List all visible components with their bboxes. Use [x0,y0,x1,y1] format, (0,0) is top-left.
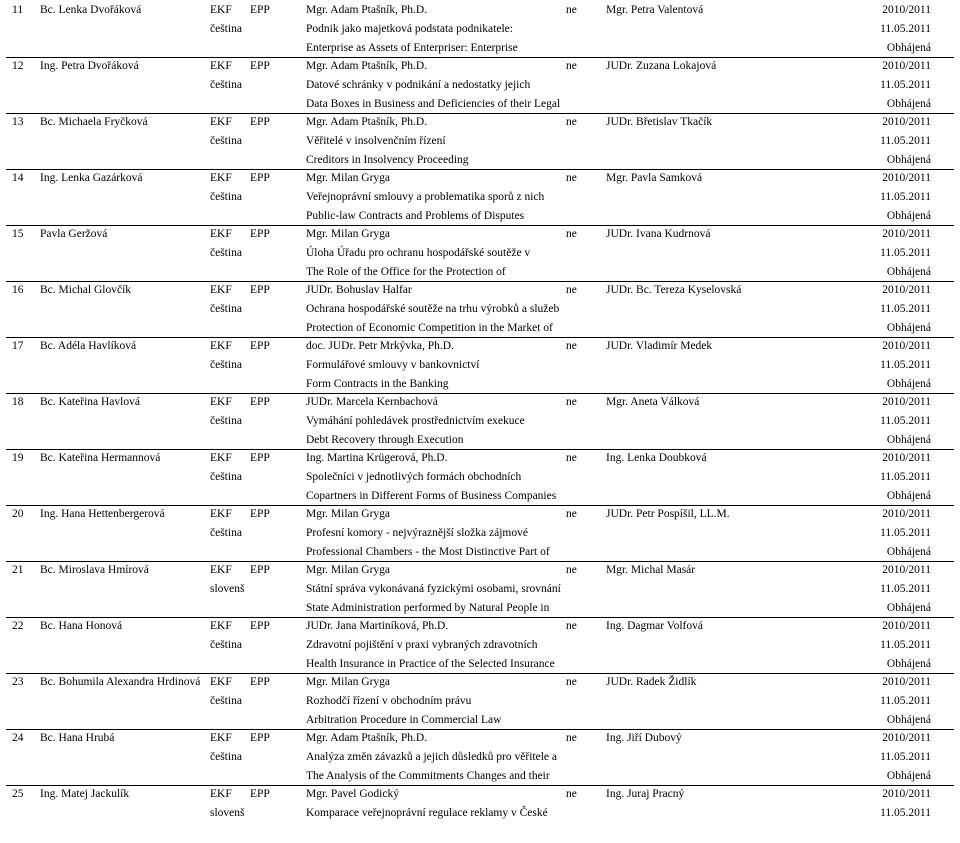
thesis-title-en: State Administration performed by Natural People in [306,602,550,614]
opponent: Mgr. Pavla Samková [606,172,703,184]
defense-date: 11.05.2011 [880,191,931,203]
thesis-title-en: Professional Chambers - the Most Distinctive Part of [306,546,550,558]
thesis-title-en: Data Boxes in Business and Deficiencies of their Legal [306,98,561,110]
study-program: EPP [250,228,270,240]
thesis-record [0,3,960,59]
study-program: EPP [250,564,270,576]
record-number: 19 [12,452,24,464]
faculty: EKF [210,452,232,464]
ne-flag: ne [566,228,577,240]
student-name: Ing. Lenka Gazárková [40,172,143,184]
record-divider [6,505,954,506]
thesis-record [0,563,960,619]
thesis-language: slovenš [210,807,245,819]
study-program: EPP [250,508,270,520]
opponent: JUDr. Vladimír Medek [606,340,713,352]
academic-year: 2010/2011 [882,116,931,128]
faculty: EKF [210,396,232,408]
faculty: EKF [210,564,232,576]
thesis-record [0,59,960,115]
student-name: Pavla Geržová [40,228,108,240]
defense-status: Obhájená [886,490,931,502]
opponent: Mgr. Michal Masár [606,564,696,576]
record-number: 15 [12,228,24,240]
ne-flag: ne [566,732,577,744]
opponent: Ing. Jiří Dubový [606,732,682,744]
record-number: 12 [12,60,24,72]
supervisor: JUDr. Marcela Kernbachová [306,396,438,408]
defense-status: Obhájená [886,210,931,222]
student-name: Bc. Michal Glovčík [40,284,132,296]
student-name: Bc. Adéla Havlíková [40,340,137,352]
thesis-title-cz: Vymáhání pohledávek prostřednictvím exekuce [306,415,525,427]
thesis-language: čeština [210,135,242,147]
thesis-title-cz: Zdravotní pojištění v praxi vybraných zdravotních [306,639,538,651]
thesis-language: čeština [210,751,242,763]
supervisor: Mgr. Adam Ptašník, Ph.D. [306,116,428,128]
defense-date: 11.05.2011 [880,751,931,763]
supervisor: Mgr. Milan Gryga [306,508,391,520]
opponent: Ing. Dagmar Volfová [606,620,703,632]
ne-flag: ne [566,508,577,520]
opponent: JUDr. Zuzana Lokajová [606,60,717,72]
defense-date: 11.05.2011 [880,303,931,315]
opponent: Ing. Lenka Doubková [606,452,707,464]
faculty: EKF [210,676,232,688]
thesis-language: čeština [210,359,242,371]
record-divider [6,337,954,338]
student-name: Bc. Kateřina Hermannová [40,452,161,464]
thesis-title-cz: Úloha Úřadu pro ochranu hospodářské soutěže v [306,247,531,259]
academic-year: 2010/2011 [882,396,931,408]
record-number: 11 [12,4,24,16]
faculty: EKF [210,60,232,72]
thesis-record [0,115,960,171]
thesis-language: čeština [210,639,242,651]
study-program: EPP [250,676,270,688]
ne-flag: ne [566,452,577,464]
thesis-language: čeština [210,471,242,483]
thesis-title-cz: Rozhodčí řízení v obchodním právu [306,695,472,707]
defense-date: 11.05.2011 [880,23,931,35]
thesis-record [0,507,960,563]
study-program: EPP [250,396,270,408]
defense-date: 11.05.2011 [880,527,931,539]
academic-year: 2010/2011 [882,284,931,296]
thesis-record [0,171,960,227]
record-divider [6,225,954,226]
thesis-record [0,339,960,395]
faculty: EKF [210,228,232,240]
ne-flag: ne [566,340,577,352]
defense-date: 11.05.2011 [880,359,931,371]
faculty: EKF [210,340,232,352]
study-program: EPP [250,732,270,744]
thesis-title-en: Copartners in Different Forms of Business Companies [306,490,557,502]
student-name: Bc. Bohumila Alexandra Hrdinová [40,676,201,688]
defense-status: Obhájená [886,546,931,558]
record-divider [6,169,954,170]
defense-status: Obhájená [886,98,931,110]
academic-year: 2010/2011 [882,452,931,464]
supervisor: Mgr. Adam Ptašník, Ph.D. [306,60,428,72]
supervisor: Mgr. Pavel Godický [306,788,399,800]
thesis-title-cz: Podnik jako majetková podstata podnikatele: [306,23,513,35]
thesis-language: čeština [210,303,242,315]
academic-year: 2010/2011 [882,676,931,688]
record-divider [6,561,954,562]
thesis-record [0,283,960,339]
student-name: Bc. Hana Hrubá [40,732,115,744]
supervisor: Mgr. Milan Gryga [306,676,391,688]
thesis-title-cz: Ochrana hospodářské soutěže na trhu výrobků a služeb [306,303,560,315]
record-divider [6,785,954,786]
study-program: EPP [250,60,270,72]
thesis-title-cz: Komparace veřejnoprávní regulace reklamy v České [306,807,548,819]
opponent: Mgr. Petra Valentová [606,4,704,16]
supervisor: doc. JUDr. Petr Mrkývka, Ph.D. [306,340,454,352]
thesis-title-en: Enterprise as Assets of Enterpriser: Enterprise [306,42,518,54]
thesis-title-en: Public-law Contracts and Problems of Disputes [306,210,525,222]
opponent: JUDr. Petr Pospíšil, LL.M. [606,508,730,520]
record-number: 24 [12,732,24,744]
thesis-title-cz: Společníci v jednotlivých formách obchodních [306,471,522,483]
academic-year: 2010/2011 [882,172,931,184]
thesis-title-en: Arbitration Procedure in Commercial Law [306,714,502,726]
thesis-language: čeština [210,79,242,91]
thesis-record [0,787,960,843]
academic-year: 2010/2011 [882,228,931,240]
student-name: Bc. Miroslava Hmírová [40,564,149,576]
defense-date: 11.05.2011 [880,135,931,147]
thesis-title-en: Health Insurance in Practice of the Selected Insurance [306,658,555,670]
ne-flag: ne [566,172,577,184]
record-divider [6,113,954,114]
thesis-title-cz: Formulářové smlouvy v bankovnictví [306,359,480,371]
student-name: Bc. Lenka Dvořáková [40,4,142,16]
defense-status: Obhájená [886,714,931,726]
defense-date: 11.05.2011 [880,79,931,91]
ne-flag: ne [566,788,577,800]
academic-year: 2010/2011 [882,60,931,72]
ne-flag: ne [566,116,577,128]
thesis-language: čeština [210,247,242,259]
thesis-language: čeština [210,415,242,427]
thesis-language: slovenš [210,583,245,595]
defense-status: Obhájená [886,658,931,670]
thesis-title-cz: Věřitelé v insolvenčním řízení [306,135,446,147]
supervisor: Mgr. Milan Gryga [306,172,391,184]
defense-date: 11.05.2011 [880,807,931,819]
study-program: EPP [250,172,270,184]
faculty: EKF [210,4,232,16]
academic-year: 2010/2011 [882,4,931,16]
academic-year: 2010/2011 [882,564,931,576]
thesis-language: čeština [210,695,242,707]
record-divider [6,57,954,58]
ne-flag: ne [566,564,577,576]
thesis-language: čeština [210,23,242,35]
record-number: 22 [12,620,24,632]
defense-date: 11.05.2011 [880,247,931,259]
record-number: 18 [12,396,24,408]
thesis-title-en: Form Contracts in the Banking [306,378,449,390]
supervisor: Ing. Martina Krügerová, Ph.D. [306,452,448,464]
thesis-title-cz: Veřejnoprávní smlouvy a problematika sporů z nich [306,191,545,203]
academic-year: 2010/2011 [882,508,931,520]
faculty: EKF [210,116,232,128]
defense-date: 11.05.2011 [880,583,931,595]
thesis-record [0,227,960,283]
supervisor: JUDr. Jana Martiníková, Ph.D. [306,620,449,632]
defense-status: Obhájená [886,42,931,54]
record-number: 17 [12,340,24,352]
opponent: JUDr. Radek Židlík [606,676,697,688]
faculty: EKF [210,172,232,184]
supervisor: Mgr. Milan Gryga [306,564,391,576]
ne-flag: ne [566,4,577,16]
student-name: Bc. Hana Honová [40,620,123,632]
faculty: EKF [210,788,232,800]
record-divider [6,449,954,450]
defense-date: 11.05.2011 [880,695,931,707]
opponent: JUDr. Ivana Kudrnová [606,228,711,240]
study-program: EPP [250,116,270,128]
student-name: Bc. Michaela Fryčková [40,116,148,128]
ne-flag: ne [566,284,577,296]
faculty: EKF [210,284,232,296]
record-divider [6,673,954,674]
defense-date: 11.05.2011 [880,471,931,483]
defense-date: 11.05.2011 [880,639,931,651]
thesis-record [0,731,960,787]
defense-status: Obhájená [886,322,931,334]
academic-year: 2010/2011 [882,732,931,744]
thesis-title-en: Creditors in Insolvency Proceeding [306,154,469,166]
supervisor: Mgr. Adam Ptašník, Ph.D. [306,732,428,744]
supervisor: JUDr. Bohuslav Halfar [306,284,412,296]
defense-status: Obhájená [886,154,931,166]
thesis-record [0,619,960,675]
thesis-language: čeština [210,191,242,203]
ne-flag: ne [566,60,577,72]
academic-year: 2010/2011 [882,340,931,352]
study-program: EPP [250,340,270,352]
record-divider [6,617,954,618]
supervisor: Mgr. Milan Gryga [306,228,391,240]
record-number: 23 [12,676,24,688]
opponent: JUDr. Břetislav Tkačík [606,116,713,128]
defense-date: 11.05.2011 [880,415,931,427]
record-divider [6,281,954,282]
defense-status: Obhájená [886,434,931,446]
ne-flag: ne [566,620,577,632]
study-program: EPP [250,452,270,464]
thesis-record [0,675,960,731]
study-program: EPP [250,284,270,296]
student-name: Bc. Kateřina Havlová [40,396,140,408]
opponent: JUDr. Bc. Tereza Kyselovská [606,284,742,296]
faculty: EKF [210,732,232,744]
study-program: EPP [250,620,270,632]
student-name: Ing. Hana Hettenbergerová [40,508,165,520]
thesis-record [0,395,960,451]
student-name: Ing. Matej Jackulík [40,788,130,800]
opponent: Ing. Juraj Pracný [606,788,685,800]
thesis-title-cz: Státní správa vykonávaná fyzickými osobami, srovnání [306,583,561,595]
student-name: Ing. Petra Dvořáková [40,60,139,72]
thesis-title-cz: Profesní komory - nejvýraznější složka zájmové [306,527,528,539]
record-number: 20 [12,508,24,520]
record-number: 21 [12,564,24,576]
academic-year: 2010/2011 [882,788,931,800]
faculty: EKF [210,508,232,520]
thesis-title-cz: Datové schránky v podnikání a nedostatky jejich [306,79,531,91]
defense-status: Obhájená [886,266,931,278]
thesis-title-en: Protection of Economic Competition in the Market of [306,322,553,334]
thesis-title-en: Debt Recovery through Execution [306,434,464,446]
thesis-title-en: The Analysis of the Commitments Changes and their [306,770,550,782]
thesis-language: čeština [210,527,242,539]
faculty: EKF [210,620,232,632]
defense-status: Obhájená [886,770,931,782]
study-program: EPP [250,4,270,16]
thesis-record [0,451,960,507]
study-program: EPP [250,788,270,800]
record-number: 14 [12,172,24,184]
ne-flag: ne [566,676,577,688]
record-divider [6,729,954,730]
record-number: 16 [12,284,24,296]
supervisor: Mgr. Adam Ptašník, Ph.D. [306,4,428,16]
ne-flag: ne [566,396,577,408]
defense-status: Obhájená [886,378,931,390]
record-divider [6,393,954,394]
opponent: Mgr. Aneta Válková [606,396,700,408]
record-number: 25 [12,788,24,800]
academic-year: 2010/2011 [882,620,931,632]
thesis-title-en: The Role of the Office for the Protection of [306,266,506,278]
thesis-title-cz: Analýza změn závazků a jejich důsledků pro věřitele a [306,751,557,763]
record-number: 13 [12,116,24,128]
defense-status: Obhájená [886,602,931,614]
